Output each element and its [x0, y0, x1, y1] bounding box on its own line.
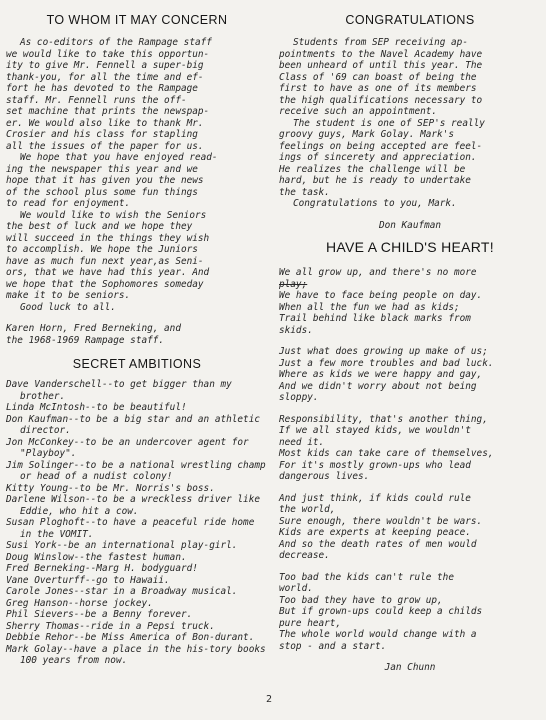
text-line: He realizes the challenge will be [279, 163, 466, 175]
poem-line: Where as kids we were happy and gay, [279, 369, 483, 380]
poem-line: Just what does growing up make of us; [279, 346, 488, 357]
list-item: Susi York--be an international play-girl. [6, 540, 238, 551]
text-line: to read for enjoyment. [6, 198, 131, 209]
ambitions-title: SECRET AMBITIONS [72, 357, 202, 371]
text-line: Congratulations to you, Mark. [293, 198, 457, 209]
text-line: ors, that we have had this year. And [6, 267, 210, 278]
text-line: As co-editors of the Rampage staff [20, 37, 212, 48]
text-line: pointments to the Navel Academy have [279, 48, 483, 60]
text-line: Students from SEP receiving ap- [293, 37, 468, 48]
poem-stanza [279, 346, 541, 404]
text-line: first to have as one of its members [279, 83, 477, 94]
text-line: feelings on being accepted are feel- [279, 140, 483, 152]
text-line: ing the newspaper this year and we [6, 163, 198, 175]
text-line: groovy guys, Mark Golay. Mark's [279, 129, 454, 140]
list-item: Jon McConkey--to be an undercover agent for "Playboy". [6, 436, 249, 459]
poem-line: And we didn't worry about not being [279, 380, 477, 392]
text-line: to accomplish. We hope the Juniors [6, 244, 198, 255]
text-line: set machine that prints the newspap- [6, 106, 210, 117]
text-line: all the issues of the paper for us. [6, 140, 204, 152]
text-line: make it to be seniors. [6, 290, 131, 301]
congrats-title: CONGRATULATIONS [345, 13, 475, 27]
text-line: the high qualifications necessary to [279, 94, 483, 106]
text-line: we would like to take this opportun- [6, 48, 210, 60]
list-item: Fred Berneking--Marg H. bodyguard! [6, 563, 198, 574]
poem-title: HAVE A CHILD'S HEART! [326, 239, 494, 255]
to-whom-body [6, 37, 268, 346]
text-line: fort he has devoted to the Rampage [6, 83, 198, 94]
poem-line: need it. [279, 436, 325, 448]
list-item: Linda McIntosh--to be beautiful! [6, 402, 187, 413]
text-line: thank-you, for all the time and ef- [6, 71, 204, 83]
ambitions-list [6, 379, 268, 667]
poem-author: Jan Chunn [384, 662, 436, 673]
poem-line: When all the fun we had as kids; [279, 301, 460, 313]
text-line: staff. Mr. Fennell runs the off- [6, 94, 187, 106]
text-line: ings of sincerety and appreciation. [279, 152, 477, 163]
text-line: receive such an appointment. [279, 106, 438, 117]
spacer [279, 404, 541, 414]
poem-line: Most kids can take care of themselves, [279, 448, 494, 459]
text-line: Crosier and his class for stapling [6, 129, 198, 140]
list-item: Dave Vanderschell--to get bigger than my brother. [6, 379, 232, 402]
page-number: 2 [266, 694, 273, 705]
poem-line: Too bad they have to grow up, [279, 594, 443, 606]
list-item: Don Kaufman--to be a big star and an athletic director. [6, 413, 260, 436]
poem-stanza [279, 572, 541, 653]
poem-line: If we all stayed kids, we wouldn't [279, 425, 471, 436]
list-item: Jim Solinger--to be a national wrestling champ or head of a nudist colony! [6, 459, 266, 482]
text-line: of the school plus some fun things [6, 186, 198, 198]
poem-line: sloppy. [279, 392, 319, 403]
list-item: Debbie Rehor--be Miss America of Bon-durant. [6, 632, 255, 643]
list-item: Kitty Young--to be Mr. Norris's boss. [6, 482, 215, 494]
text-line: We hope that you have enjoyed read- [20, 152, 218, 163]
poem-line: We all grow up, and there's no more [279, 267, 477, 278]
text-line: the best of luck and we hope they [6, 221, 193, 232]
poem-line: For it's mostly grown-ups who lead [279, 459, 471, 471]
poem-line: And just think, if kids could rule [279, 492, 471, 504]
poem-line: Just a few more troubles and bad luck. [279, 357, 494, 369]
text-line: have as much fun next year,as Seni- [6, 255, 204, 267]
signature-line: Karen Horn, Fred Berneking, and [6, 323, 181, 334]
list-item: Mark Golay--have a place in the his-tory books 100 years from now. [6, 643, 266, 666]
poem-line: Sure enough, there wouldn't be wars. [279, 515, 483, 527]
text-line: er. We would also like to thank Mr. [6, 117, 204, 129]
poem-line: the world, [279, 504, 336, 515]
text-line: we hope that the Sophomores someday [6, 278, 204, 290]
poem-stanza [279, 493, 541, 562]
poem-line: But if grown-ups could keep a childs [279, 606, 483, 617]
list-item: Vane Overturff--go to Hawaii. [6, 574, 170, 586]
poem-line: dangerous lives. [279, 471, 370, 482]
text-line: We would like to wish the Seniors [20, 209, 207, 221]
spacer [279, 562, 541, 572]
poem-line: skids. [279, 324, 313, 336]
text-line: been unheard of until this year. The [279, 60, 483, 71]
text-line: hope that it has given you the news [6, 175, 204, 186]
poem-stanza [279, 414, 541, 483]
congrats-body [279, 37, 541, 231]
list-item: Darlene Wilson--to be a wreckless driver like Eddie, who hit a cow. [6, 494, 260, 517]
list-item: Doug Winslow--the fastest human. [6, 551, 187, 563]
left-column [6, 12, 268, 667]
poem-line: stop - and a start. [279, 640, 387, 652]
poem-line: Too bad the kids can't rule the [279, 571, 454, 583]
poem-line: play; [279, 278, 308, 290]
text-line: will succeed in the things they wish [6, 232, 210, 244]
text-line: hard, but he is ready to undertake [279, 175, 471, 186]
list-item: Susan Ploghoft--to have a peaceful ride home in the VOMIT. [6, 517, 255, 540]
poem-line: And so the death rates of men would [279, 538, 477, 550]
text-line: Class of '69 can boast of being the [279, 71, 477, 83]
poem-line: We have to face being people on day. [279, 290, 483, 301]
list-item: Phil Sievers--be a Benny forever. [6, 609, 193, 620]
text-line: the task. [279, 186, 330, 198]
poem-line: world. [279, 583, 313, 594]
to-whom-title: TO WHOM IT MAY CONCERN [46, 13, 228, 27]
poem-body [279, 267, 541, 674]
signature-line: the 1968-1969 Rampage staff. [6, 334, 165, 346]
poem-line: decrease. [279, 550, 330, 561]
poem-line: pure heart, [279, 617, 342, 629]
text-line: ity to give Mr. Fennell a super-big [6, 60, 204, 71]
poem-line: Responsibility, that's another thing, [279, 413, 488, 425]
list-item: Greg Hanson--horse jockey. [6, 597, 153, 609]
spacer [279, 210, 541, 220]
congrats-author: Don Kaufman [378, 219, 442, 231]
poem-line: Trail behind like black marks from [279, 313, 471, 324]
list-item: Sherry Thomas--ride in a Pepsi truck. [6, 620, 215, 632]
spacer [279, 652, 541, 662]
spacer [279, 483, 541, 493]
text-line: Good luck to all. [20, 301, 116, 313]
text-line: The student is one of SEP's really [293, 117, 485, 129]
spacer [279, 336, 541, 346]
poem-stanza [279, 267, 541, 336]
poem-line: Kids are experts at keeping peace. [279, 527, 471, 538]
right-column [279, 12, 541, 674]
spacer [6, 313, 268, 323]
poem-line: The whole world would change with a [279, 629, 477, 640]
list-item: Carole Jones--star in a Broadway musical. [6, 586, 238, 597]
